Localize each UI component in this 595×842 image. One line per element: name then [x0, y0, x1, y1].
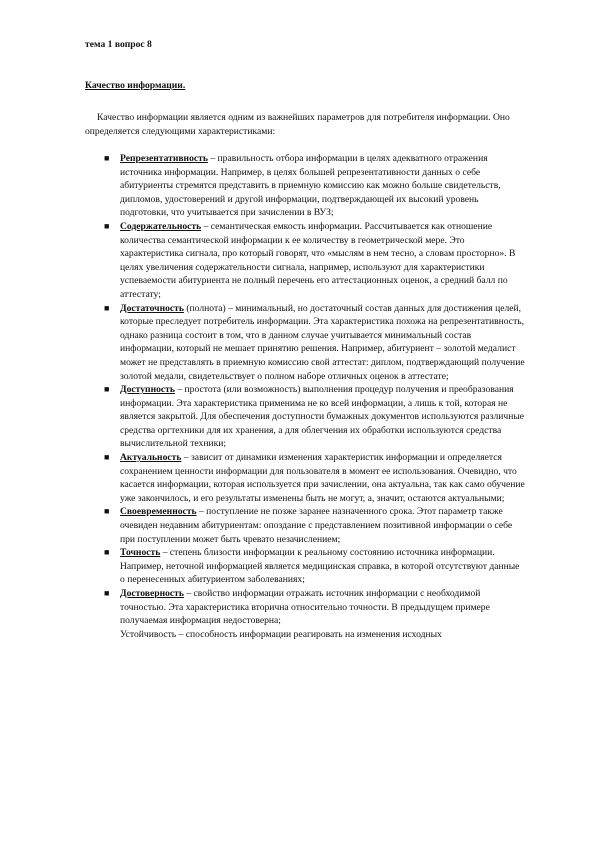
property-text: – семантическая емкость информации. Рассчитывается как отношение количества семантической информации к ее количеству в геометрической мере. Это характеристика сигнала, про который говорят, что «мыслям в нем тесно, а словам просторно». В целях увеличения содержательности сигнала, например, используют для характеристики успеваемости абитуриента не полный перечень его аттестационных оценок, а средний балл по аттестату;	[120, 220, 516, 300]
property-term: Репрезентативность	[120, 153, 208, 164]
property-term: Доступность	[120, 384, 175, 396]
list-item	[0, 220, 525, 302]
intro-paragraph: Качество информации является одним из важнейших параметров для потребителя информации. Оно определяется следующими характеристиками:	[85, 112, 510, 137]
list-item	[0, 546, 525, 587]
bullet-icon: ■	[104, 302, 110, 313]
bullet-icon: ■	[104, 153, 110, 163]
property-term: Актуальность	[120, 452, 182, 464]
property-text: – степень близости информации к реальному состоянию источника информации. Например, неточной информацией является медицинская справка, в которой отсутствуют данные о перенесенных абитуриентом заболеваниях;	[120, 547, 520, 586]
list-item	[0, 451, 525, 505]
list-item	[0, 152, 525, 220]
property-text: – зависит от динамики изменения характеристик информации и определяется сохранением ценности информации для пользователя в момент ее использования. Очевидно, что касается информации, которая используется при зачислении, она актуальна, так как само обучение уже закончилось, и его результаты изменены быть не могут, а, значит, остаются актуальными;	[120, 452, 525, 504]
property-term: Достаточность	[120, 302, 184, 314]
property-term: Своевременность	[120, 506, 197, 518]
trailing-line: Устойчивость – способность информации реагировать на изменения исходных	[120, 628, 442, 640]
bullet-icon: ■	[104, 588, 110, 598]
property-term: Точность	[120, 547, 161, 559]
list-item	[0, 587, 525, 641]
property-term: Содержательность	[120, 220, 202, 232]
list-item	[0, 505, 525, 546]
bullet-icon: ■	[104, 220, 110, 231]
property-text: – простота (или возможность) выполнения процедур получения и преобразования информации. Эта характеристика применима не ко всей информации, а лишь к той, которая не является закрытой. Для обеспечения доступности бумажных документов используются различные средства оргтехники для их хранения, а для облегчения их обработки используются средства вычислительной техники;	[120, 384, 525, 450]
list-item	[0, 383, 525, 451]
list-item	[0, 302, 525, 384]
properties-list	[0, 152, 595, 641]
document-title: Качество информации.	[85, 80, 186, 91]
bullet-icon: ■	[104, 452, 110, 463]
topic-line: тема 1 вопрос 8	[85, 39, 152, 50]
bullet-icon: ■	[104, 547, 110, 558]
bullet-icon: ■	[104, 506, 110, 517]
property-text: – поступление не позже заранее назначенного срока. Этот параметр также очевиден недавним абитуриентам: опоздание с представлением позитивной информации о себе при поступлении может быть чревато незачислением;	[120, 506, 513, 545]
property-text: – правильность отбора информации в целях адекватного отражения источника информации. Например, в целях большей репрезентативности данных о себе абитуриенты стремятся представить в приемную комиссию как можно больше свидетельств, дипломов, удостоверений и другой информации, подтверждающей их высокий уровень подготовки, что учитывается при зачислении в ВУЗ;	[120, 153, 501, 219]
property-text: – свойство информации отражать источник информации с необходимой точностью. Эта характеристика вторична относительно точности. В предыдущем примере получаемая информация недостоверна;	[120, 588, 490, 627]
property-text: (полнота) – минимальный, но достаточный состав данных для достижения целей, которые преследует потребитель информации. Эта характеристика похожа на репрезентативность, однако разница состоит в том, что в данном случае учитывается минимальный состав информации, который не мешает принятию решения. Например, абитуриент – золотой медалист может не представлять в приемную комиссию свой аттестат: диплом, подтверждающий получение золотой медали, свидетельствует о полном наборе отличных оценок в аттестате;	[120, 302, 525, 382]
property-term: Достоверность	[120, 588, 184, 599]
bullet-icon: ■	[104, 384, 110, 395]
